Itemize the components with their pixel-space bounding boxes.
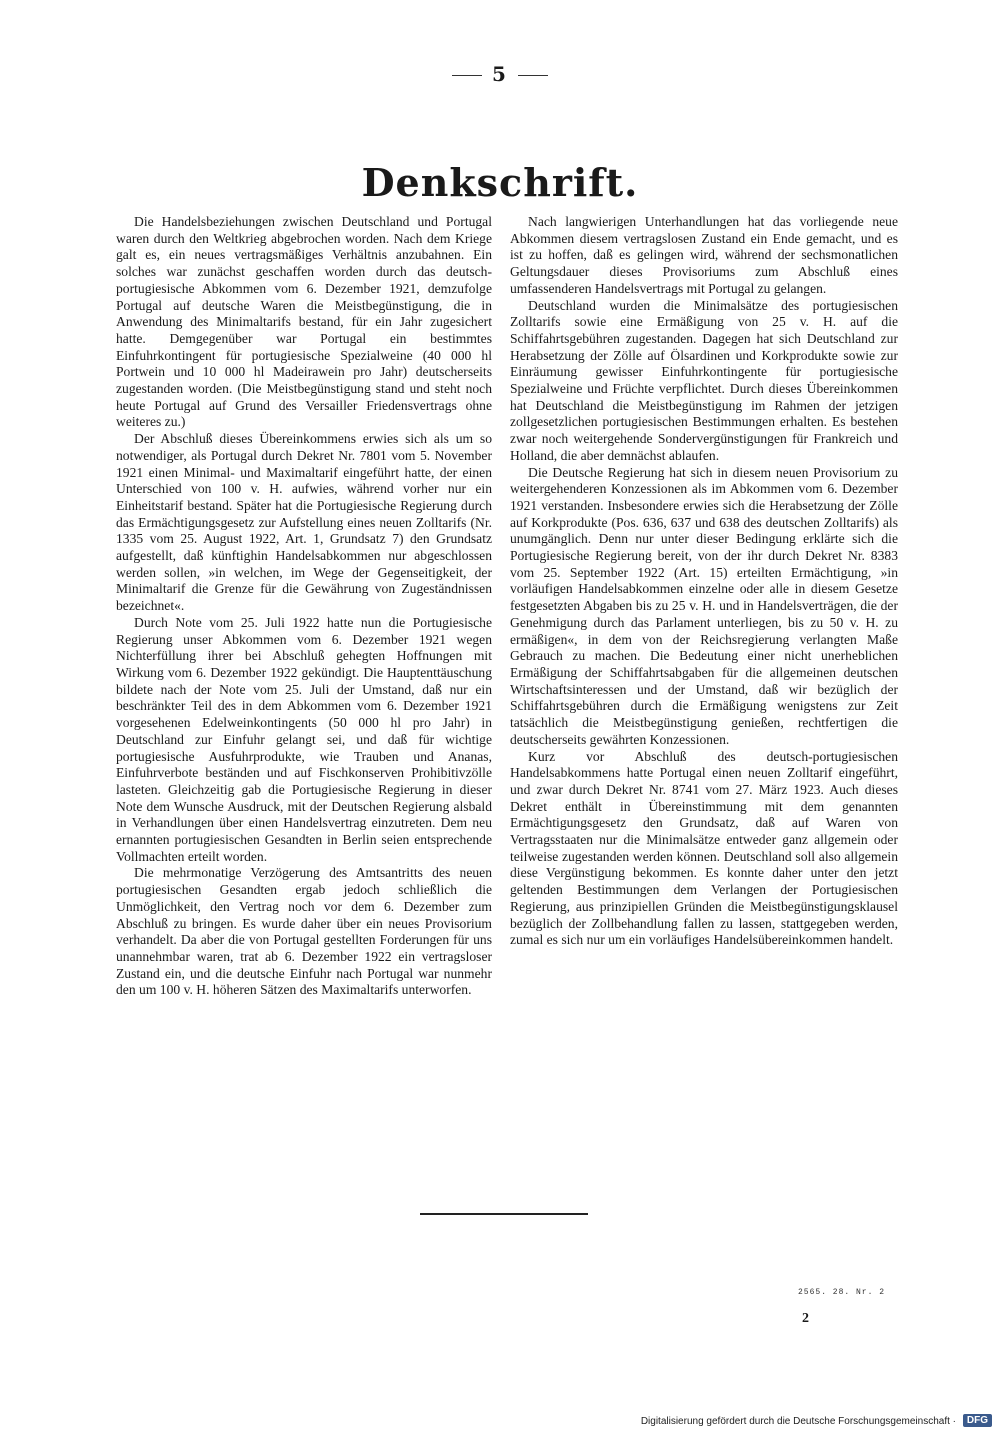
paragraph: Die Handelsbeziehungen zwischen Deutschland und Portugal waren durch den Weltkrieg abgebrochen worden. Nach dem Kriege galt es, ein neues vertragsmäßiges Verhältnis anzubahnen. Ein solches war zunächst geschaffen worden durch das deutsch-portugiesische Abkommen vom 6. Dezember 1921, demzufolge Portugal auf deutsche Waren die Meistbegünstigung, die in Anwendung des Minimaltarifs bestand, für ein Jahr zugesichert hatte. Demgegenüber war Portugal ein bestimmtes Einfuhrkontingent für portugiesische Spezialweine (40 000 hl Portwein und 10 000 hl Madeirawein pro Jahr) deutscherseits zugestanden worden. (Die Meistbegünstigung stand und steht noch heute Portugal auf Grund des Versailler Friedensvertrags ohne weiteres zu.) xyxy=(116,214,492,430)
sheet-number: 2 xyxy=(802,1311,809,1326)
paragraph: Der Abschluß dieses Übereinkommens erwies sich als um so notwendiger, als Portugal durch Dekret Nr. 7801 vom 5. November 1921 einen Minimal- und Maximaltarif eingeführt hatte, der einen Unterschied von 100 v. H. aufwies, während vorher nur ein Einheitstarif bestand. Später hat die Portugiesische Regierung durch das Ermächtigungsgesetz zur Aufstellung eines neuen Zolltarifs (Nr. 1335 vom 25. August 1922, Art. 1, Grundsatz 7) den Grundsatz aufgestellt, daß künftighin Handelsabkommen nur abgeschlossen werden sollen, »in welchen, im Wege der Gegenseitigkeit, der Minimaltarif die Grenze für die Gewährung von Zugeständnissen bezeichnet«. xyxy=(116,431,492,614)
dfg-logo: DFG xyxy=(963,1414,992,1427)
paragraph: Durch Note vom 25. Juli 1922 hatte nun die Portugiesische Regierung unser Abkommen vom 6. Dezember 1921 wegen Nichterfüllung ihrer bei Abschluß gehegten Hoffnungen mit Wirkung vom 6. Dezember 1922 gekündigt. Die Hauptenttäuschung bildete nach der Note vom 25. Juli der Umstand, daß nur ein beschränkter Teil des in dem Abkommen vom 6. Dezember 1921 vorgesehenen Edelweinkontingents (50 000 hl pro Jahr) in Deutschland zur Einfuhr gelangt sei, und daß für wichtige portugiesische Ausfuhrprodukte, wie Trauben und Ananas, Einfuhrverbote beständen und auf Fischkonserven Prohibitivzölle lasteten. Gleichzeitig gab die Portugiesische Regierung in dieser Note dem Wunsche Ausdruck, mit der Deutschen Regierung alsbald in Verhandlungen über einen Handelsvertrag einzutreten. Dem neu ernannten portugiesischen Gesandten in Berlin seien entsprechende Vollmachten erteilt worden. xyxy=(116,614,492,864)
paragraph: Deutschland wurden die Minimalsätze des portugiesischen Zolltarifs sowie eine Ermäßigung von 25 v. H. auf die Schiffahrtsgebühren zugestanden. Dagegen hat sich Deutschland zur Herabsetzung der Zölle auf Ölsardinen und Korkprodukte sowie zur Einräumung gewisser Einfuhrkontingente für portugiesische Spezialweine und Früchte verpflichtet. Durch dieses Übereinkommen hat Deutschland die Meistbegünstigung im Rahmen der jetzigen zollgesetzlichen portugiesischen Bestimmungen erhalten. Es bestehen zwar noch weitergehende Sondervergünstigungen für Frankreich und Holland, die aber demnächst ablaufen. xyxy=(510,297,898,463)
end-rule xyxy=(420,1213,588,1215)
text-column-left xyxy=(116,214,492,999)
document-title: Denkschrift. xyxy=(361,160,639,205)
text-column-right xyxy=(510,214,898,949)
printer-signature-mark: 2565. 28. Nr. 2 xyxy=(798,1288,886,1297)
paragraph: Kurz vor Abschluß des deutsch-portugiesischen Handelsabkommens hatte Portugal einen neuen Zolltarif eingeführt, und zwar durch Dekret Nr. 8741 vom 27. März 1923. Auch dieses Dekret enthält in Übereinstimmung mit dem genannten Ermächtigungsgesetz den Grundsatz, daß auf Waren von Vertragsstaaten nur die Minimalsätze entweder ganz allgemein oder teilweise zugestanden werden können. Deutschland soll also allgemein diese Vergünstigung bekommen. Es konnte daher unter den jetzt geltenden Bestimmungen dem Verlangen der Portugiesischen Regierung, aus prinzipiellen Gründen die Meistbegünstigungsklausel bezüglich der Zollbehandlung fallen zu lassen, stattgegeben werden, zumal es sich nur um ein vorläufiges Handelsübereinkommen handelt. xyxy=(510,748,898,948)
divider xyxy=(452,75,482,76)
paragraph: Die mehrmonatige Verzögerung des Amtsantritts des neuen portugiesischen Gesandten ergab jedoch schließlich die Unmöglichkeit, den Vertrag noch vor dem 6. Dezember zum Abschluß zu bringen. Es wurde daher über ein neues Provisorium verhandelt. Da aber die von Portugal gestellten Forderungen für uns unannehmbar waren, trat ab 6. Dezember 1922 ein vertragsloser Zustand ein, und die deutsche Einfuhr nach Portugal war nunmehr den um 100 v. H. höheren Sätzen des Maximaltarifs unterworfen. xyxy=(116,865,492,998)
paragraph: Nach langwierigen Unterhandlungen hat das vorliegende neue Abkommen diesem vertragslosen Zustand ein Ende gemacht, und es ist zu hoffen, daß es gelingen wird, während der sechsmonatlichen Geltungsdauer dieses Provisoriums zum Abschluß eines umfassenderen Handelsvertrags mit Portugal zu gelangen. xyxy=(510,214,898,296)
divider xyxy=(518,75,548,76)
footer-credit: Digitalisierung gefördert durch die Deutsche Forschungsgemeinschaft · xyxy=(640,1416,956,1427)
page-number: 5 xyxy=(0,62,1000,86)
paragraph: Die Deutsche Regierung hat sich in diesem neuen Provisorium zu weitergehenderen Konzessionen als im Abkommen vom 6. Dezember 1921 verstanden. Insbesondere erwies sich die Herabsetzung der Zölle auf Korkprodukte (Pos. 636, 637 und 638 des deutschen Zolltarifs) als unumgänglich. Denn nur unter dieser Bedingung erklärte sich die Portugiesische Regierung bereit, von der ihr durch Dekret Nr. 8383 vom 25. September 1922 (Art. 15) erteilten Ermächtigung, »in vorläufigen Handelsabkommen einzelne oder alle in diesem Gesetze festgesetzten Abgaben bis zu 25 v. H. und in Handelsverträgen, die der Genehmigung durch das Parlament unterliegen, bis zu 50 v. H. zu ermäßigen«, in dem von der Reichsregierung verlangten Maße Gebrauch zu machen. Die Bedeutung einer nicht unerheblichen Ermäßigung der Schiffahrtsabgaben für die allgemeinen deutschen Wirtschaftsinteressen und der Umstand, daß wir bezüglich der Schiffahrtsgebühren durch die Ermäßigung wenigstens zur Zeit tatsächlich die Meistbegünstigung genießen, rechtfertigen die deutscherseits gewährten Konzessionen. xyxy=(510,464,898,747)
